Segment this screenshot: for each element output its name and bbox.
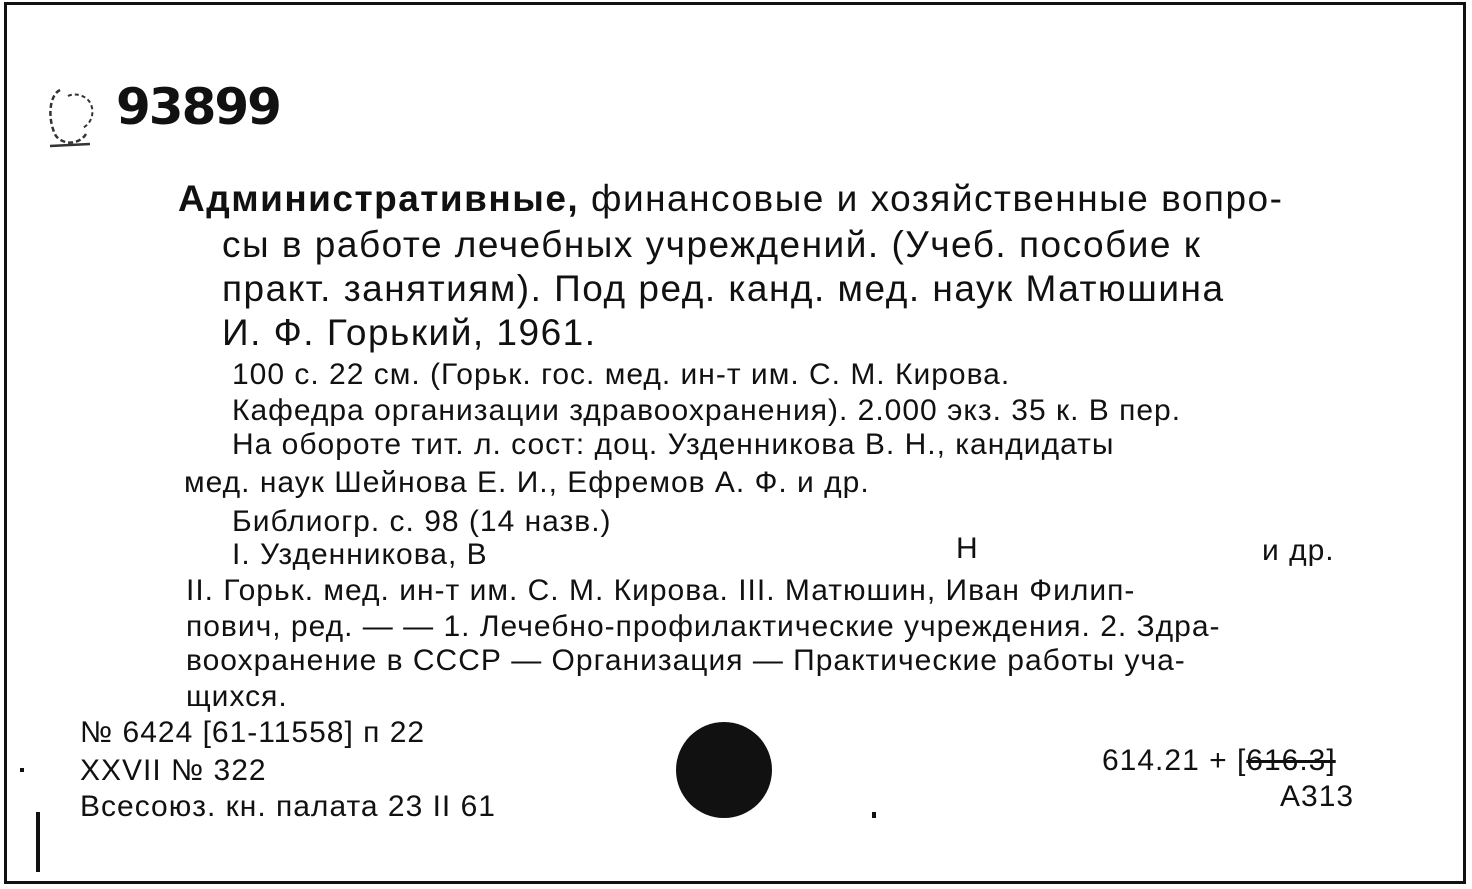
entry-line-7: На обороте тит. л. сост: доц. Узденникова В. Н., кандидаты — [232, 428, 1115, 461]
series-line: XXVII № 322 — [80, 754, 267, 787]
entry-line-1 — [178, 178, 1283, 220]
entry-line-10b: Н — [956, 532, 979, 565]
entry-line-6: Кафедра организации здравоохранения). 2.000 экз. 35 к. В пер. — [232, 394, 1182, 427]
library-stamp-icon — [46, 82, 104, 150]
entry-line-5: 100 с. 22 см. (Горьк. гос. мед. ин-т им. С. М. Кирова. — [232, 358, 1011, 391]
classification-index — [1102, 744, 1336, 778]
classification-struck: 616.3] — [1246, 744, 1336, 777]
margin-mark — [36, 812, 40, 872]
punch-hole-dot — [676, 722, 772, 818]
margin-dot — [20, 768, 24, 772]
entry-line-14: щихся. — [186, 680, 288, 713]
entry-line-3: практ. занятиям). Под ред. канд. мед. наук Матюшина — [222, 268, 1225, 309]
shelf-mark: А313 — [1280, 780, 1355, 813]
entry-line-10a: I. Узденникова, В — [232, 538, 488, 571]
entry-line-12: пович, ред. — — 1. Лечебно-профилактические учреждения. 2. Здра- — [186, 610, 1221, 643]
entry-line-4: И. Ф. Горький, 1961. — [222, 312, 597, 353]
entry-line-2: сы в работе лечебных учреждений. (Учеб. пособие к — [222, 224, 1202, 265]
entry-line-8: мед. наук Шейнова Е. И., Ефремов А. Ф. и др. — [184, 466, 870, 499]
entry-line-9: Библиогр. с. 98 (14 назв.) — [232, 505, 612, 538]
handwritten-card-number: 93899 — [116, 78, 280, 136]
entry-line-11: II. Горьк. мед. ин-т им. С. М. Кирова. III. Матюшин, Иван Филип- — [186, 574, 1136, 607]
entry-title-rest: финансовые и хозяйственные вопро- — [579, 178, 1284, 219]
book-chamber-line: Всесоюз. кн. палата 23 II 61 — [80, 790, 496, 823]
speck-dot — [872, 812, 876, 818]
entry-line-10c: и др. — [1262, 534, 1335, 567]
entry-line-13: воохранение в СССР — Организация — Практические работы уча- — [186, 644, 1186, 677]
classification-prefix: 614.21 + [ — [1102, 744, 1247, 777]
entry-title: Административные, — [178, 178, 580, 219]
registration-line: № 6424 [61-11558] п 22 — [80, 716, 426, 749]
